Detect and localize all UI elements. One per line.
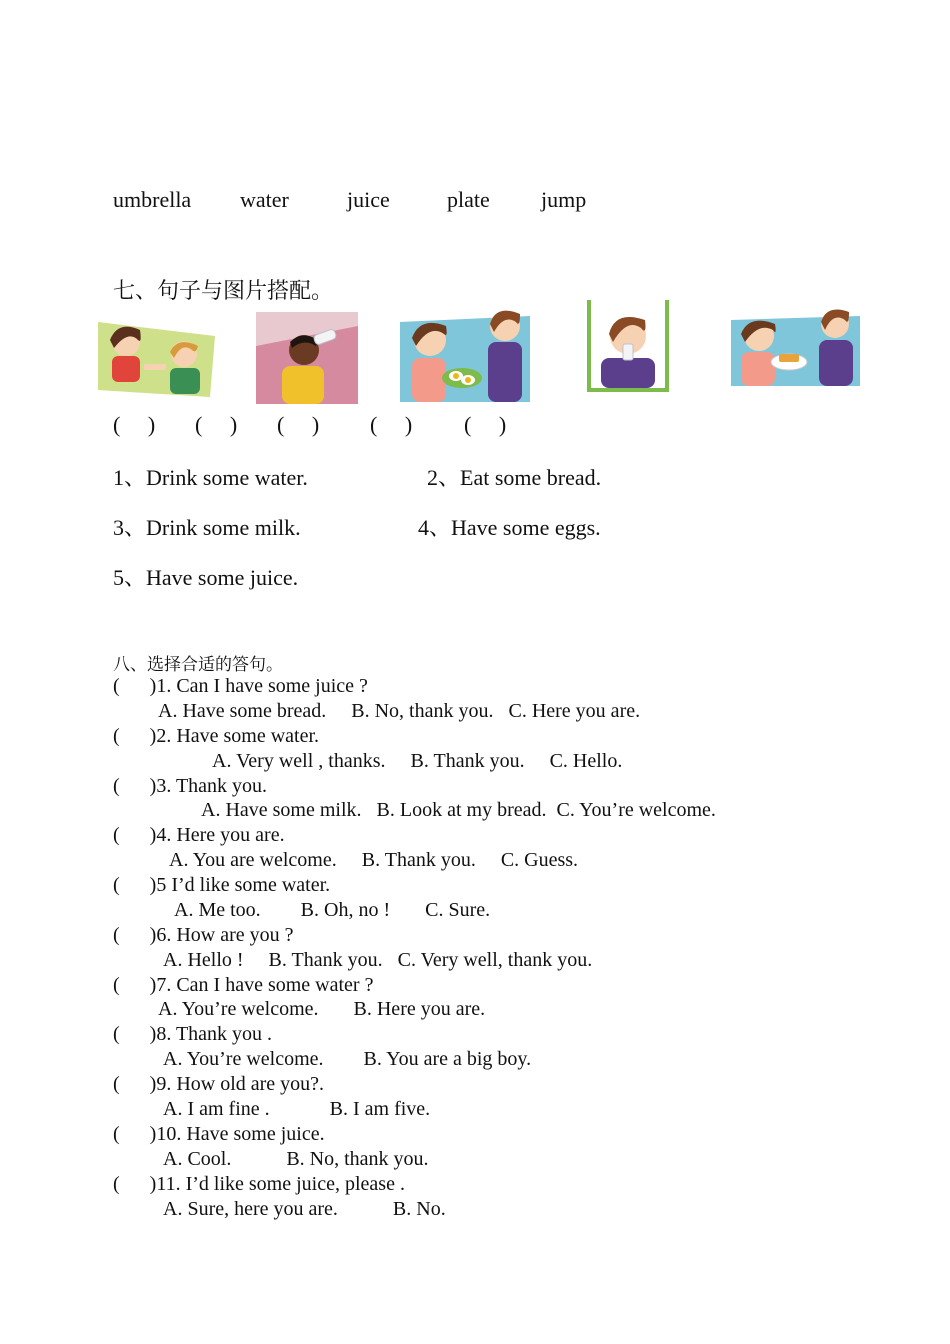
question: ( )7. Can I have some water ? <box>113 974 374 996</box>
question-options: A. Sure, here you are. B. No. <box>163 1198 446 1220</box>
section-8-title: 八、选择合适的答句。 <box>113 655 283 674</box>
question: ( )11. I’d like some juice, please . <box>113 1173 405 1195</box>
answer-blank[interactable]: ( ) <box>277 412 320 437</box>
sentence-1: 1、Drink some water. <box>113 465 308 490</box>
question-options: A. You’re welcome. B. Here you are. <box>158 998 486 1020</box>
word-bank-item: water <box>240 187 289 212</box>
question: ( )8. Thank you . <box>113 1023 273 1045</box>
question-options: A. Cool. B. No, thank you. <box>163 1148 429 1170</box>
question-options: A. Me too. B. Oh, no ! C. Sure. <box>174 899 491 921</box>
question-options: A. Very well , thanks. B. Thank you. C. Hello. <box>212 750 623 772</box>
answer-blank[interactable]: ( ) <box>370 412 413 437</box>
question: ( )1. Can I have some juice ? <box>113 675 368 697</box>
boy-offering-eggs-icon <box>400 302 530 402</box>
boy-drinking-water-icon <box>256 312 358 404</box>
boy-offering-bread-icon <box>731 302 860 386</box>
answer-blank[interactable]: ( ) <box>195 412 238 437</box>
word-bank-item: jump <box>541 187 587 212</box>
word-bank-item: plate <box>447 187 490 212</box>
question: ( )3. Thank you. <box>113 775 268 797</box>
sentence-4: 4、Have some eggs. <box>418 515 601 540</box>
question: ( )9. How old are you?. <box>113 1073 325 1095</box>
question-options: A. Have some milk. B. Look at my bread. C. You’re welcome. <box>201 799 716 821</box>
question: ( )2. Have some water. <box>113 725 320 747</box>
question-options: A. Hello ! B. Thank you. C. Very well, thank you. <box>163 949 593 971</box>
word-bank-item: umbrella <box>113 187 192 212</box>
question: ( )4. Here you are. <box>113 824 285 846</box>
boy-drinking-milk-icon <box>587 300 669 392</box>
sentence-3: 3、Drink some milk. <box>113 515 301 540</box>
section-7-title: 七、句子与图片搭配。 <box>113 278 334 303</box>
sentence-2: 2、Eat some bread. <box>427 465 602 490</box>
question: ( )5 I’d like some water. <box>113 874 331 896</box>
answer-blank[interactable]: ( ) <box>464 412 507 437</box>
question-options: A. You’re welcome. B. You are a big boy. <box>163 1048 532 1070</box>
question: ( )10. Have some juice. <box>113 1123 325 1145</box>
question: ( )6. How are you ? <box>113 924 294 946</box>
answer-blank[interactable]: ( ) <box>113 412 156 437</box>
sentence-5: 5、Have some juice. <box>113 565 299 590</box>
question-options: A. You are welcome. B. Thank you. C. Guess. <box>169 849 579 871</box>
question-options: A. Have some bread. B. No, thank you. C. Here you are. <box>158 700 641 722</box>
question-options: A. I am fine . B. I am five. <box>163 1098 431 1120</box>
word-bank-item: juice <box>347 187 390 212</box>
girl-boy-sharing-icon <box>98 314 215 397</box>
